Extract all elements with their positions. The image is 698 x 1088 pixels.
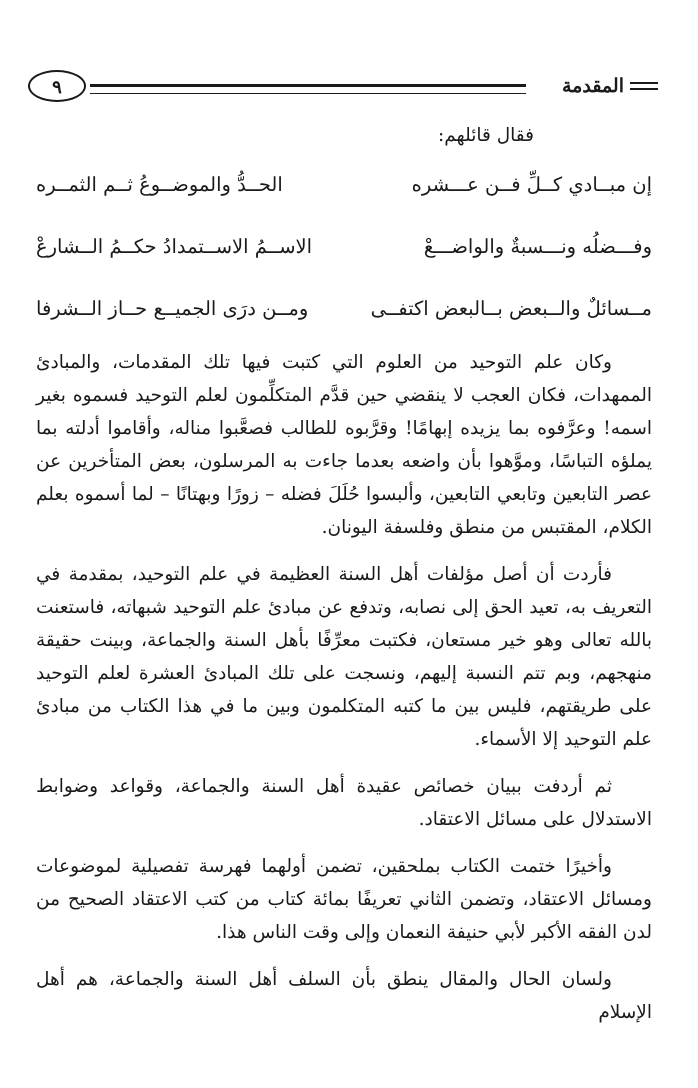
verse-second-hemistich: الحــدُّ والموضــوعُ ثــم الثمــره bbox=[36, 173, 283, 196]
verse-first-hemistich: إن مبــادي كــلِّ فــن عـــشره bbox=[411, 173, 652, 196]
body-paragraph: وكان علم التوحيد من العلوم التي كتبت فيها تلك المقدمات، والمبادئ الممهدات، فكان العجب لا ينقضي حين قدَّم المتكلِّمون لعلم التوحيد فسموه بغير اسمه! وعرَّفوه بما يزيده إبهامًا! وقرَّبوه للطالب فصعَّبوا مناله، وأقاموا أدلته بما يملؤه التباسًا، وموَّهوا بأن واضعه بعدما جاءت به المرسلون، بعض المتأخرين عن عصر التابعين وتابعي التابعين، وألبسوا حُلَلَ فضله – زورًا وبهتانًا – لما أسموه بعلم الكلام، المقتبس من منطق وفلسفة اليونان. bbox=[36, 352, 652, 538]
page-number: ٩ bbox=[28, 70, 86, 102]
verse-first-hemistich: مــسائلٌ والــبعض بــالبعض اكتفــى bbox=[370, 297, 652, 320]
chapter-title: المقدمة bbox=[562, 72, 658, 100]
verse-line bbox=[36, 278, 652, 340]
header-rule bbox=[90, 84, 526, 94]
verse-line bbox=[36, 216, 652, 278]
body-paragraph: ثم أردفت ببيان خصائص عقيدة أهل السنة والجماعة، وقواعد وضوابط الاستدلال على مسائل الاعتقاد. bbox=[36, 776, 652, 830]
verse-line bbox=[36, 154, 652, 216]
page-body bbox=[36, 118, 652, 1043]
verse-first-hemistich: وفـــضلُه ونـــسبةٌ والواضـــعْ bbox=[423, 235, 652, 258]
body-paragraph: فأردت أن أصل مؤلفات أهل السنة العظيمة في علم التوحيد، بمقدمة في التعريف به، تعيد الحق إلى نصابه، وتدفع عن مبادئ علم التوحيد شبهاته، فاستعنت بالله تعالى وهو خير مستعان، فكتبت معرِّفًا بأهل السنة والجماعة، وبينت حقيقة منهجهم، وبم تتم النسبة إليهم، ونسجت على تلك المبادئ العشرة لعلم التوحيد على طريقتهم، فليس بين ما كتبه المتكلمون وبين ما في هذا الكتاب من مبادئ علم التوحيد إلا الأسماء. bbox=[36, 564, 652, 750]
body-paragraph: ولسان الحال والمقال ينطق بأن السلف أهل السنة والجماعة، هم أهل الإسلام bbox=[36, 969, 652, 1023]
body-paragraph: وأخيرًا ختمت الكتاب بملحقين، تضمن أولهما فهرسة تفصيلية لموضوعات ومسائل الاعتقاد، وتضمن الثاني تعريفًا بمائة كتاب من كتب الاعتقاد الصحيح من لدن الفقه الأكبر لأبي حنيفة النعمان وإلى وقت الناس هذا. bbox=[36, 856, 652, 943]
verse-second-hemistich: الاســمُ الاســتمدادُ حكــمُ الــشارعْ bbox=[36, 235, 313, 258]
verse-second-hemistich: ومــن درَى الجميــع حــاز الــشرفا bbox=[36, 297, 309, 320]
verse-intro: فقال قائلهم: bbox=[438, 125, 534, 146]
running-header bbox=[28, 72, 658, 108]
